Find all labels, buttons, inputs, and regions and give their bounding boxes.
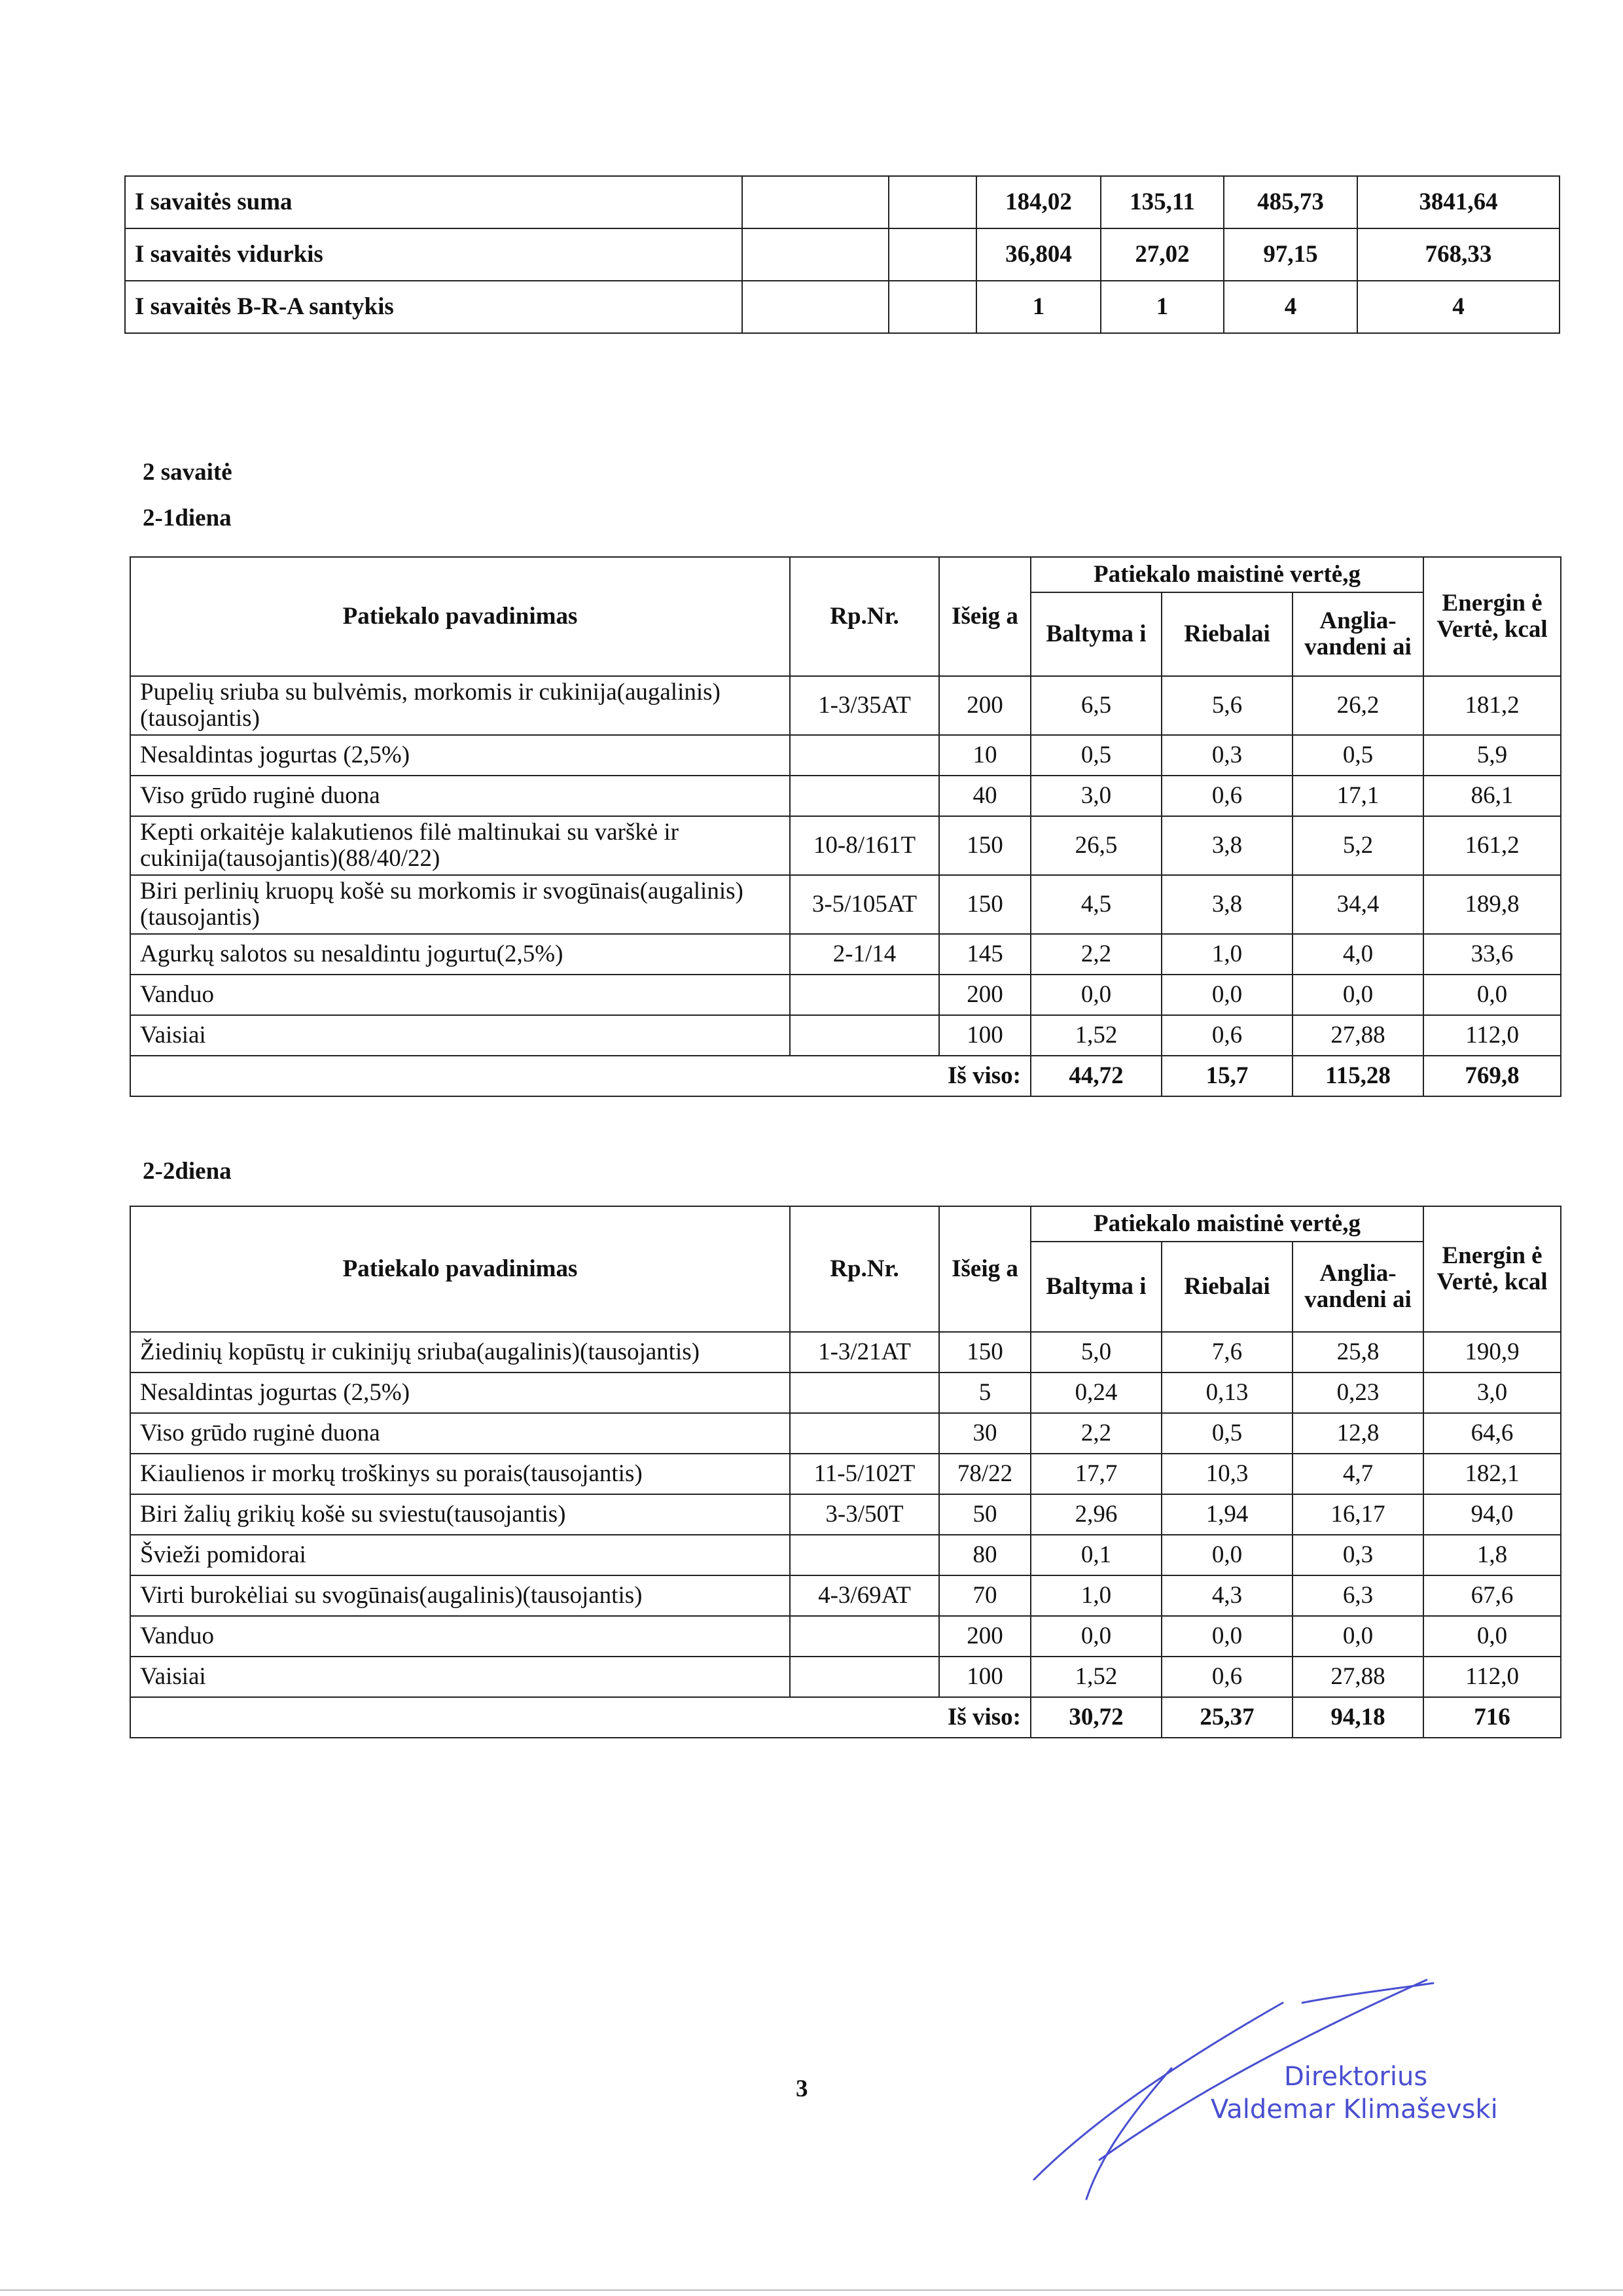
output: 145 [939, 934, 1031, 975]
table-row [130, 735, 1561, 776]
table-total-row [130, 1056, 1561, 1096]
fat: 3,8 [1162, 875, 1293, 934]
table-row [130, 676, 1561, 735]
energy: 181,2 [1423, 676, 1561, 735]
fat: 0,6 [1162, 776, 1293, 816]
summary-value: 4 [1357, 281, 1560, 333]
fat: 0,0 [1162, 975, 1293, 1015]
output: 200 [939, 676, 1031, 735]
rp-nr [790, 1657, 939, 1697]
rp-nr: 1-3/21AT [790, 1332, 939, 1372]
carbs: 17,1 [1293, 776, 1423, 816]
output: 150 [939, 875, 1031, 934]
total-label: Iš viso: [130, 1697, 1031, 1738]
rp-nr: 3-3/50T [790, 1494, 939, 1535]
dish-name: Švieži pomidorai [130, 1535, 790, 1575]
carbs: 4,7 [1293, 1454, 1423, 1494]
protein: 0,24 [1031, 1372, 1162, 1413]
dish-name: Vaisiai [130, 1015, 790, 1056]
fat: 0,0 [1162, 1535, 1293, 1575]
table-row [130, 1494, 1561, 1535]
total-protein: 44,72 [1031, 1056, 1162, 1096]
week1-summary-table [124, 175, 1560, 334]
output: 200 [939, 1616, 1031, 1657]
fat: 0,0 [1162, 1616, 1293, 1657]
summary-value: 1 [1101, 281, 1224, 333]
protein: 17,7 [1031, 1454, 1162, 1494]
carbs: 6,3 [1293, 1575, 1423, 1616]
output: 70 [939, 1575, 1031, 1616]
energy: 1,8 [1423, 1535, 1561, 1575]
signature-block [1211, 2060, 1498, 2126]
protein: 0,1 [1031, 1535, 1162, 1575]
table-row [130, 1454, 1561, 1494]
carbs: 0,3 [1293, 1535, 1423, 1575]
energy: 0,0 [1423, 975, 1561, 1015]
table-total-row [130, 1697, 1561, 1738]
table-row [130, 816, 1561, 875]
summary-value: 3841,64 [1357, 176, 1560, 228]
dish-name: Kiaulienos ir morkų troškinys su porais(tausojantis) [130, 1454, 790, 1494]
total-carbs: 94,18 [1293, 1697, 1423, 1738]
total-protein: 30,72 [1031, 1697, 1162, 1738]
output: 100 [939, 1015, 1031, 1056]
protein: 1,52 [1031, 1015, 1162, 1056]
fat: 1,0 [1162, 934, 1293, 975]
protein: 0,0 [1031, 1616, 1162, 1657]
rp-nr [790, 1015, 939, 1056]
header-carbs: Anglia- vandeni ai [1293, 1242, 1423, 1332]
rp-nr [790, 975, 939, 1015]
total-energy: 769,8 [1423, 1056, 1561, 1096]
carbs: 5,2 [1293, 816, 1423, 875]
energy: 182,1 [1423, 1454, 1561, 1494]
energy: 112,0 [1423, 1015, 1561, 1056]
carbs: 0,23 [1293, 1372, 1423, 1413]
energy: 161,2 [1423, 816, 1561, 875]
summary-row-sum [125, 176, 1560, 228]
dish-name: Biri žalių grikių košė su sviestu(tausojantis) [130, 1494, 790, 1535]
protein: 2,96 [1031, 1494, 1162, 1535]
table-row [130, 776, 1561, 816]
table-row [130, 1413, 1561, 1454]
dish-name: Vanduo [130, 975, 790, 1015]
output: 150 [939, 816, 1031, 875]
carbs: 27,88 [1293, 1657, 1423, 1697]
fat: 0,3 [1162, 735, 1293, 776]
header-fat: Riebalai [1162, 1242, 1293, 1332]
table-row [130, 875, 1561, 934]
fat: 0,5 [1162, 1413, 1293, 1454]
energy: 189,8 [1423, 875, 1561, 934]
rp-nr: 4-3/69AT [790, 1575, 939, 1616]
protein: 2,2 [1031, 934, 1162, 975]
header-energy: Energin ė Vertė, kcal [1423, 1206, 1561, 1332]
header-nutrition: Patiekalo maistinė vertė,g [1031, 557, 1423, 592]
total-fat: 15,7 [1162, 1056, 1293, 1096]
dish-name: Viso grūdo ruginė duona [130, 1413, 790, 1454]
header-rp-nr: Rp.Nr. [790, 557, 939, 676]
fat: 4,3 [1162, 1575, 1293, 1616]
summary-value: 485,73 [1224, 176, 1357, 228]
page-number: 3 [796, 2075, 808, 2102]
summary-value: 36,804 [976, 228, 1101, 281]
table-row [130, 934, 1561, 975]
fat: 5,6 [1162, 676, 1293, 735]
fat: 0,6 [1162, 1657, 1293, 1697]
table-row [130, 1535, 1561, 1575]
fat: 0,13 [1162, 1372, 1293, 1413]
rp-nr: 10-8/161T [790, 816, 939, 875]
energy: 112,0 [1423, 1657, 1561, 1697]
header-carbs: Anglia- vandeni ai [1293, 592, 1423, 676]
table-row [130, 1616, 1561, 1657]
total-energy: 716 [1423, 1697, 1561, 1738]
table-header-row [130, 557, 1561, 592]
signature-name: Valdemar Klimaševski [1211, 2094, 1498, 2125]
protein: 26,5 [1031, 816, 1162, 875]
carbs: 12,8 [1293, 1413, 1423, 1454]
summary-row-average [125, 228, 1560, 281]
day-title: 2-2diena [143, 1158, 232, 1185]
rp-nr: 11-5/102T [790, 1454, 939, 1494]
day-2-2-table [130, 1206, 1561, 1738]
carbs: 26,2 [1293, 676, 1423, 735]
rp-nr: 2-1/14 [790, 934, 939, 975]
summary-value: 1 [976, 281, 1101, 333]
fat: 3,8 [1162, 816, 1293, 875]
carbs: 16,17 [1293, 1494, 1423, 1535]
summary-value: 4 [1224, 281, 1357, 333]
header-output: Išeig a [939, 1206, 1031, 1332]
summary-value: 184,02 [976, 176, 1101, 228]
carbs: 4,0 [1293, 934, 1423, 975]
rp-nr: 3-5/105AT [790, 875, 939, 934]
header-dish-name: Patiekalo pavadinimas [130, 557, 790, 676]
energy: 0,0 [1423, 1616, 1561, 1657]
fat: 10,3 [1162, 1454, 1293, 1494]
total-label: Iš viso: [130, 1056, 1031, 1096]
protein: 5,0 [1031, 1332, 1162, 1372]
output: 50 [939, 1494, 1031, 1535]
output: 80 [939, 1535, 1031, 1575]
dish-name: Vaisiai [130, 1657, 790, 1697]
protein: 2,2 [1031, 1413, 1162, 1454]
dish-name: Kepti orkaitėje kalakutienos filė maltinukai su varškė ir cukinija(tausojantis)(88/40/22) [130, 816, 790, 875]
protein: 6,5 [1031, 676, 1162, 735]
signature-title: Direktorius [1284, 2062, 1428, 2092]
output: 40 [939, 776, 1031, 816]
energy: 67,6 [1423, 1575, 1561, 1616]
table-row [130, 1657, 1561, 1697]
output: 10 [939, 735, 1031, 776]
header-fat: Riebalai [1162, 592, 1293, 676]
summary-label: I savaitės vidurkis [125, 228, 742, 281]
energy: 5,9 [1423, 735, 1561, 776]
total-carbs: 115,28 [1293, 1056, 1423, 1096]
rp-nr [790, 776, 939, 816]
dish-name: Agurkų salotos su nesaldintu jogurtu(2,5%) [130, 934, 790, 975]
rp-nr [790, 1616, 939, 1657]
fat: 1,94 [1162, 1494, 1293, 1535]
header-rp-nr: Rp.Nr. [790, 1206, 939, 1332]
protein: 1,52 [1031, 1657, 1162, 1697]
rp-nr [790, 1413, 939, 1454]
energy: 33,6 [1423, 934, 1561, 975]
table-row [130, 1015, 1561, 1056]
fat: 0,6 [1162, 1015, 1293, 1056]
dish-name: Vanduo [130, 1616, 790, 1657]
table-header-row [130, 1206, 1561, 1242]
summary-value: 97,15 [1224, 228, 1357, 281]
carbs: 25,8 [1293, 1332, 1423, 1372]
summary-value: 135,11 [1101, 176, 1224, 228]
dish-name: Viso grūdo ruginė duona [130, 776, 790, 816]
carbs: 0,5 [1293, 735, 1423, 776]
summary-label: I savaitės B-R-A santykis [125, 281, 742, 333]
rp-nr [790, 735, 939, 776]
energy: 190,9 [1423, 1332, 1561, 1372]
summary-row-ratio [125, 281, 1560, 333]
week-title: 2 savaitė [143, 459, 232, 486]
energy: 94,0 [1423, 1494, 1561, 1535]
summary-value: 27,02 [1101, 228, 1224, 281]
header-energy: Energin ė Vertė, kcal [1423, 557, 1561, 676]
dish-name: Nesaldintas jogurtas (2,5%) [130, 1372, 790, 1413]
carbs: 0,0 [1293, 975, 1423, 1015]
header-output: Išeig a [939, 557, 1031, 676]
table-row [130, 1332, 1561, 1372]
total-fat: 25,37 [1162, 1697, 1293, 1738]
output: 5 [939, 1372, 1031, 1413]
summary-value: 768,33 [1357, 228, 1560, 281]
carbs: 0,0 [1293, 1616, 1423, 1657]
output: 150 [939, 1332, 1031, 1372]
protein: 0,5 [1031, 735, 1162, 776]
dish-name: Biri perlinių kruopų košė su morkomis ir svogūnais(augalinis)(tausojantis) [130, 875, 790, 934]
header-protein: Baltyma i [1031, 592, 1162, 676]
fat: 7,6 [1162, 1332, 1293, 1372]
header-nutrition: Patiekalo maistinė vertė,g [1031, 1206, 1423, 1242]
dish-name: Nesaldintas jogurtas (2,5%) [130, 735, 790, 776]
day-2-1-table [130, 556, 1561, 1097]
rp-nr: 1-3/35AT [790, 676, 939, 735]
output: 200 [939, 975, 1031, 1015]
energy: 64,6 [1423, 1413, 1561, 1454]
protein: 3,0 [1031, 776, 1162, 816]
header-protein: Baltyma i [1031, 1242, 1162, 1332]
dish-name: Žiedinių kopūstų ir cukinijų sriuba(augalinis)(tausojantis) [130, 1332, 790, 1372]
output: 30 [939, 1413, 1031, 1454]
header-dish-name: Patiekalo pavadinimas [130, 1206, 790, 1332]
page-bottom-rule [0, 2289, 1623, 2291]
day-title: 2-1diena [143, 505, 232, 531]
carbs: 27,88 [1293, 1015, 1423, 1056]
rp-nr [790, 1535, 939, 1575]
table-row [130, 1372, 1561, 1413]
summary-label: I savaitės suma [125, 176, 742, 228]
dish-name: Pupelių sriuba su bulvėmis, morkomis ir cukinija(augalinis)(tausojantis) [130, 676, 790, 735]
table-row [130, 975, 1561, 1015]
output: 100 [939, 1657, 1031, 1697]
output: 78/22 [939, 1454, 1031, 1494]
rp-nr [790, 1372, 939, 1413]
energy: 86,1 [1423, 776, 1561, 816]
carbs: 34,4 [1293, 875, 1423, 934]
energy: 3,0 [1423, 1372, 1561, 1413]
dish-name: Virti burokėliai su svogūnais(augalinis)(tausojantis) [130, 1575, 790, 1616]
protein: 0,0 [1031, 975, 1162, 1015]
protein: 1,0 [1031, 1575, 1162, 1616]
table-row [130, 1575, 1561, 1616]
protein: 4,5 [1031, 875, 1162, 934]
